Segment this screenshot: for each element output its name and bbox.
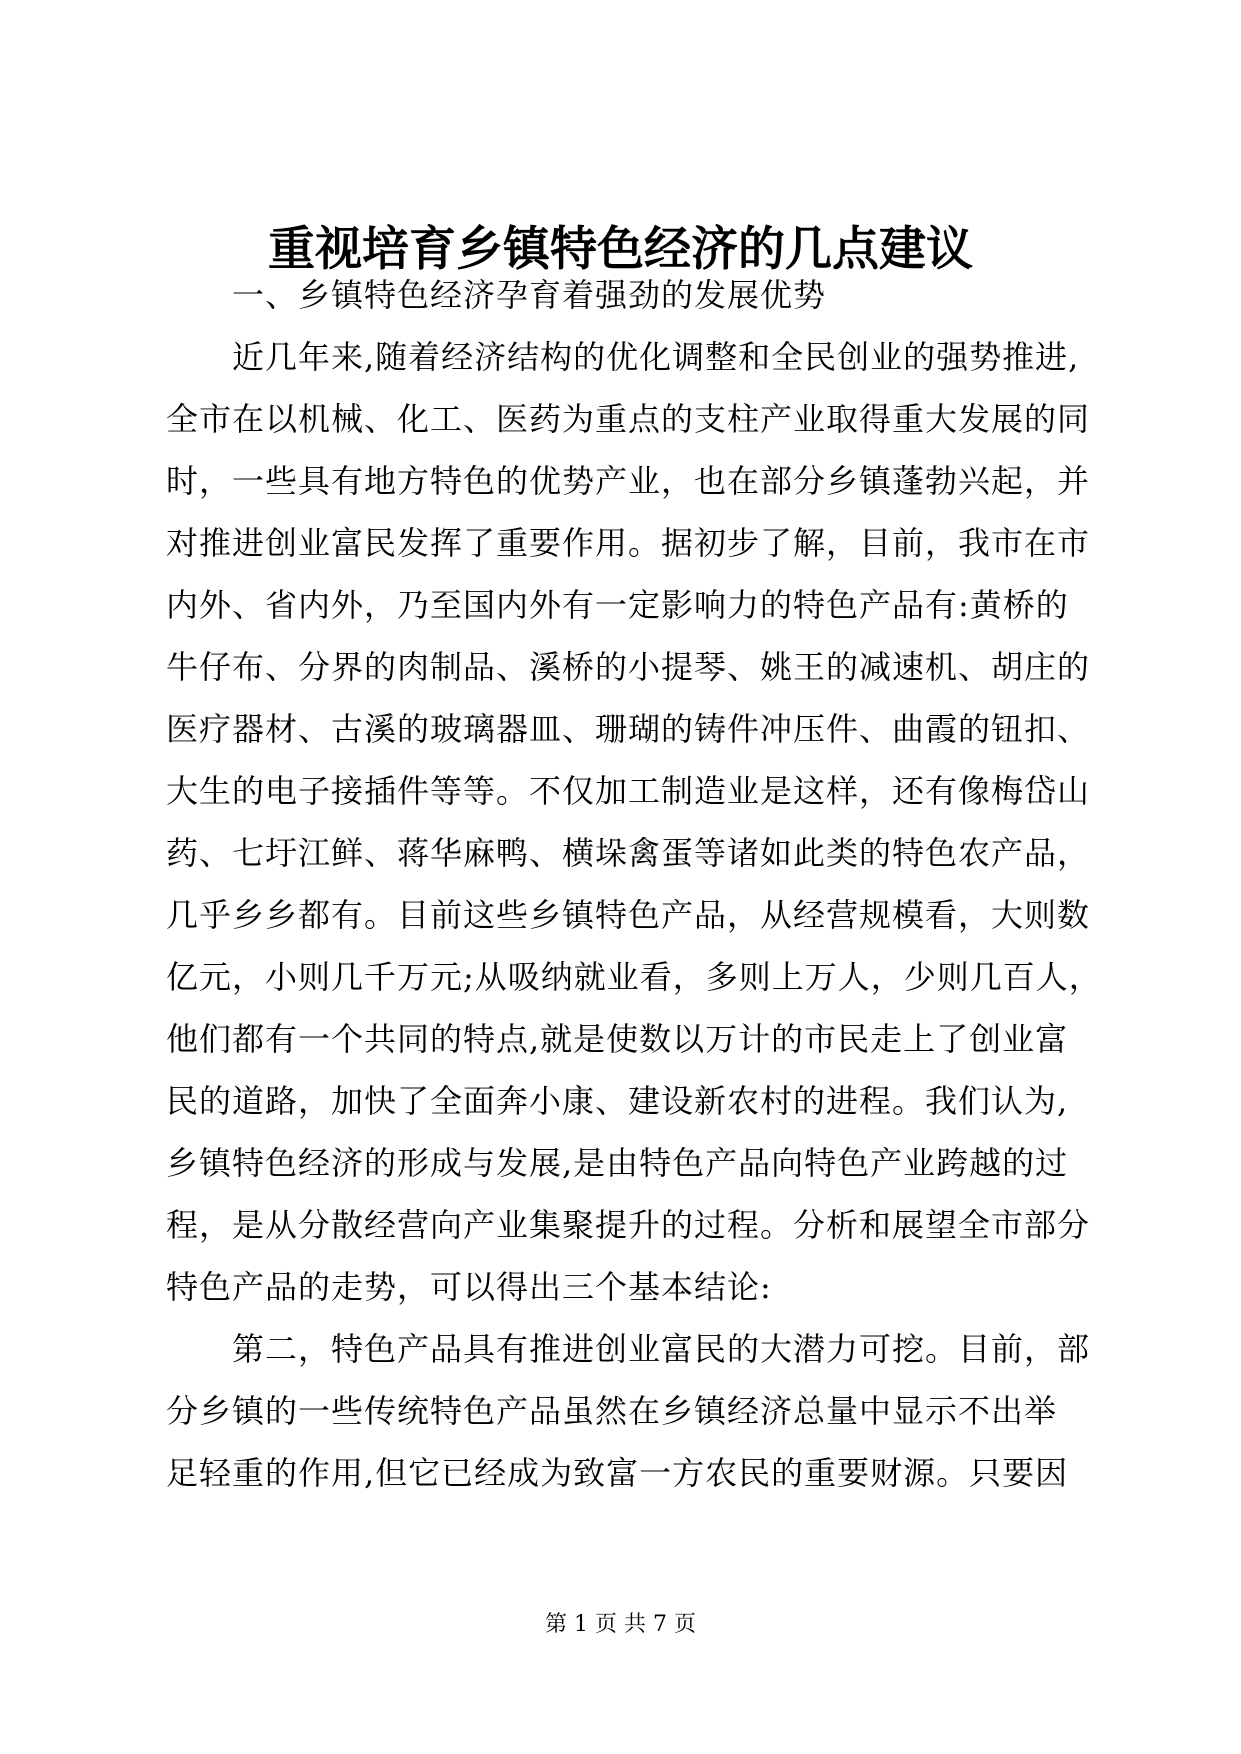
paragraph-line: 医疗器材、古溪的玻璃器皿、珊瑚的铸件冲压件、曲霞的钮扣、: [166, 710, 1091, 748]
page-number-footer: 第 1 页 共 7 页: [545, 1612, 696, 1637]
paragraph-line: 全市在以机械、化工、医药为重点的支柱产业取得重大发展的同: [166, 400, 1091, 438]
document-title: 重视培育乡镇特色经济的几点建议: [268, 222, 973, 277]
paragraph-line: 亿元，小则几千万元;从吸纳就业看，多则上万人，少则几百人，: [166, 958, 1102, 996]
paragraph-line: 内外、省内外，乃至国内外有一定影响力的特色产品有:黄桥的: [166, 586, 1069, 624]
paragraph-line: 足轻重的作用,但它已经成为致富一方农民的重要财源。只要因: [166, 1454, 1069, 1492]
document-body: [166, 264, 1102, 1504]
section-heading: 一、乡镇特色经济孕育着强劲的发展优势: [232, 276, 827, 314]
paragraph-line: 几乎乡乡都有。目前这些乡镇特色产品，从经营规模看，大则数: [166, 896, 1091, 934]
paragraph-line: 对推进创业富民发挥了重要作用。据初步了解，目前，我市在市: [166, 524, 1091, 562]
paragraph-line: 程，是从分散经营向产业集聚提升的过程。分析和展望全市部分: [166, 1206, 1091, 1244]
paragraph-line: 特色产品的走势，可以得出三个基本结论:: [166, 1268, 772, 1306]
paragraph-line: 近几年来,随着经济结构的优化调整和全民创业的强势推进,: [232, 338, 1080, 376]
paragraph-line: 他们都有一个共同的特点,就是使数以万计的市民走上了创业富: [166, 1020, 1069, 1058]
paragraph-line: 药、七圩江鲜、蒋华麻鸭、横垛禽蛋等诸如此类的特色农产品，: [166, 834, 1091, 872]
paragraph-line: 时，一些具有地方特色的优势产业，也在部分乡镇蓬勃兴起，并: [166, 462, 1091, 500]
paragraph-line: 大生的电子接插件等等。不仅加工制造业是这样，还有像梅岱山: [166, 772, 1091, 810]
paragraph-line: 乡镇特色经济的形成与发展,是由特色产品向特色产业跨越的过: [166, 1144, 1069, 1182]
paragraph-line: 牛仔布、分界的肉制品、溪桥的小提琴、姚王的减速机、胡庄的: [166, 648, 1091, 686]
paragraph-line: 民的道路，加快了全面奔小康、建设新农村的进程。我们认为,: [166, 1082, 1069, 1120]
paragraph-line: 分乡镇的一些传统特色产品虽然在乡镇经济总量中显示不出举: [166, 1392, 1058, 1430]
paragraph-line: 第二，特色产品具有推进创业富民的大潜力可挖。目前，部: [232, 1330, 1091, 1368]
